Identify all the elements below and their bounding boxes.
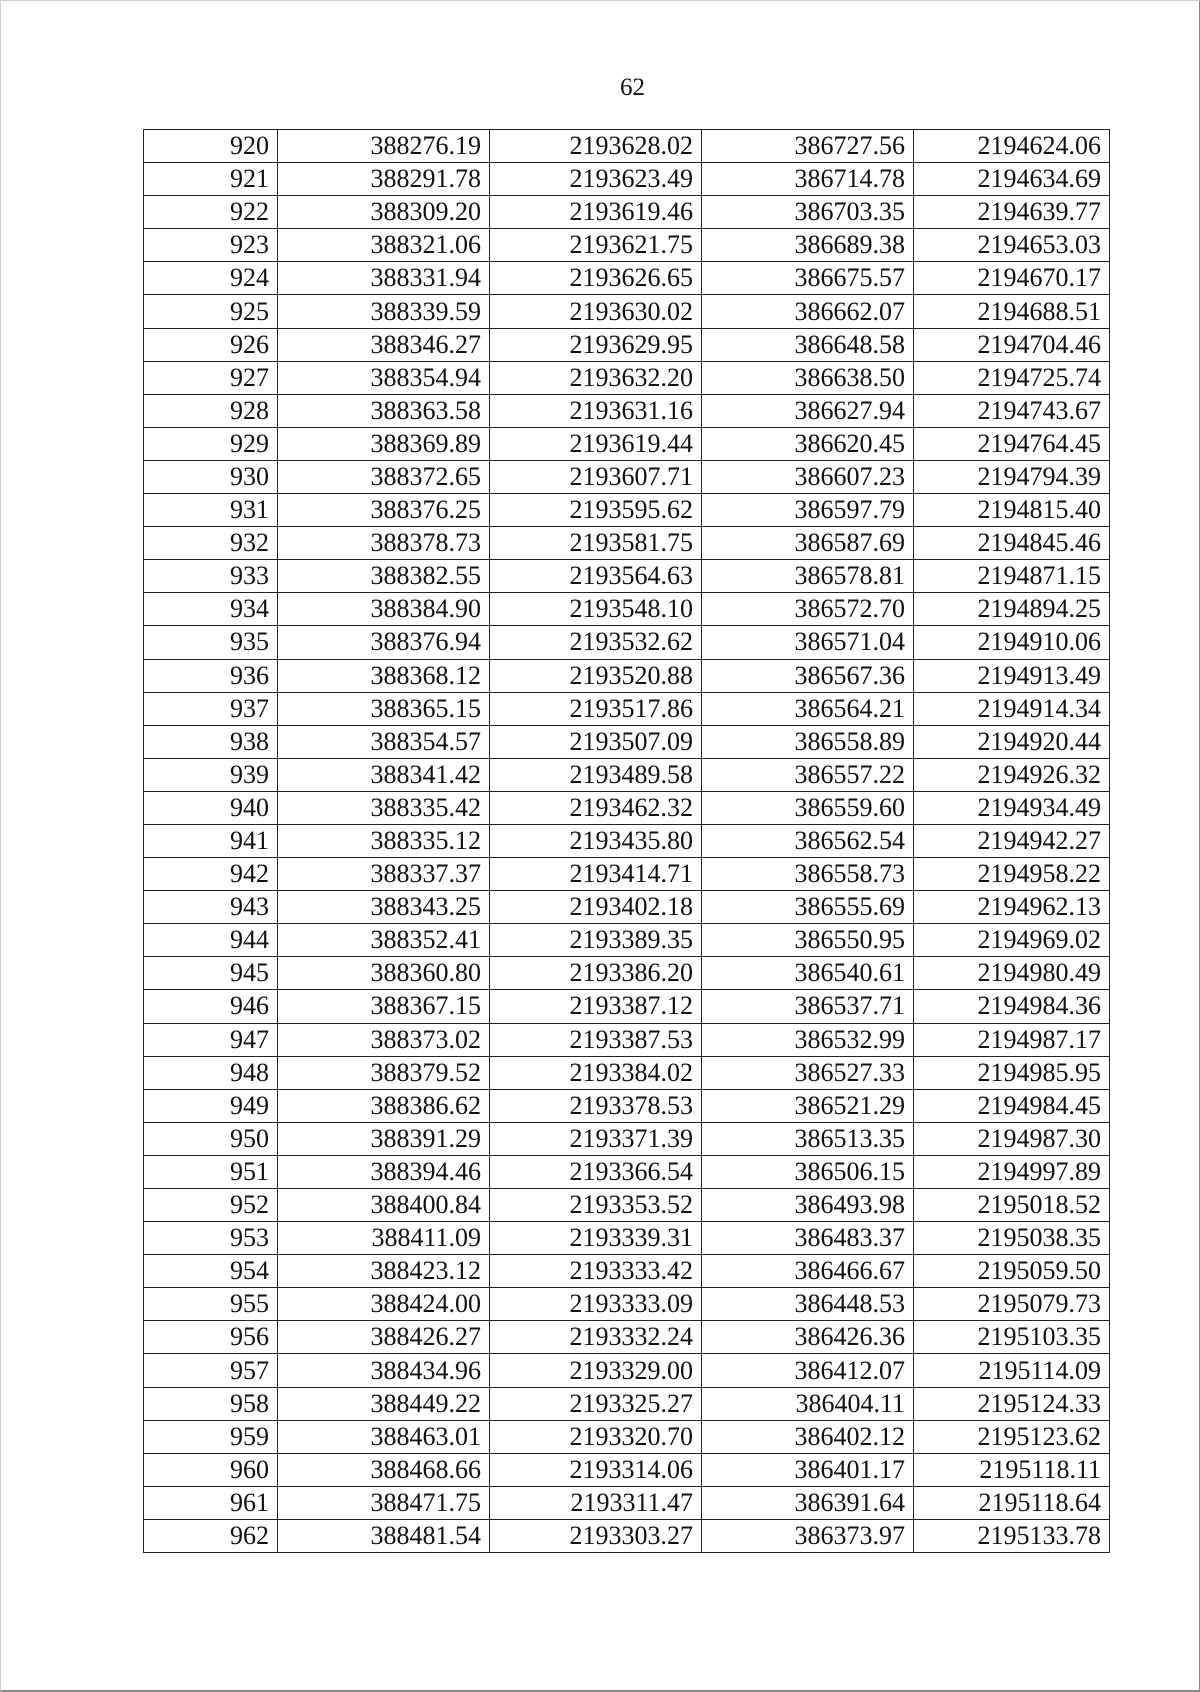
coordinate-cell: 388369.89 [278,427,490,460]
coordinate-cell: 2193353.52 [490,1189,702,1222]
coordinate-cell: 386689.38 [702,229,914,262]
coordinate-cell: 2193626.65 [490,262,702,295]
point-number-cell: 956 [144,1321,278,1354]
point-number-cell: 925 [144,295,278,328]
coordinate-cell: 388335.42 [278,791,490,824]
coordinate-cell: 388376.94 [278,626,490,659]
coordinate-cell: 2195079.73 [914,1288,1110,1321]
coordinate-cell: 388434.96 [278,1354,490,1387]
table-row [144,1387,1110,1420]
coordinate-cell: 2194980.49 [914,957,1110,990]
point-number-cell: 929 [144,427,278,460]
point-number-cell: 936 [144,659,278,692]
coordinate-cell: 2194910.06 [914,626,1110,659]
point-number-cell: 933 [144,560,278,593]
table-row [144,1519,1110,1552]
coordinate-cell: 2193387.12 [490,990,702,1023]
coordinate-cell: 2194653.03 [914,229,1110,262]
coordinate-cell: 2194969.02 [914,924,1110,957]
coordinate-cell: 386607.23 [702,460,914,493]
coordinate-cell: 388386.62 [278,1089,490,1122]
coordinate-cell: 386537.71 [702,990,914,1023]
point-number-cell: 921 [144,163,278,196]
coordinate-cell: 2194942.27 [914,824,1110,857]
coordinate-cell: 2193619.46 [490,196,702,229]
coordinate-cell: 388346.27 [278,328,490,361]
coordinate-cell: 388411.09 [278,1222,490,1255]
table-row [144,1122,1110,1155]
table-row [144,692,1110,725]
coordinate-cell: 388341.42 [278,758,490,791]
coordinate-cell: 2195103.35 [914,1321,1110,1354]
coordinate-cell: 386493.98 [702,1189,914,1222]
coordinate-cell: 2194987.30 [914,1122,1110,1155]
coordinate-cell: 386571.04 [702,626,914,659]
point-number-cell: 924 [144,262,278,295]
coordinate-cell: 386627.94 [702,394,914,427]
coordinate-cell: 2193564.63 [490,560,702,593]
coordinate-cell: 386559.60 [702,791,914,824]
coordinate-cell: 388384.90 [278,593,490,626]
point-number-cell: 928 [144,394,278,427]
coordinate-cell: 388400.84 [278,1189,490,1222]
coordinate-cell: 2193548.10 [490,593,702,626]
table-row [144,1321,1110,1354]
table-row [144,394,1110,427]
coordinate-cell: 2194794.39 [914,460,1110,493]
coordinate-cell: 2193507.09 [490,725,702,758]
coordinate-cell: 386562.54 [702,824,914,857]
coordinate-cell: 386555.69 [702,891,914,924]
coordinate-cell: 386578.81 [702,560,914,593]
coordinate-cell: 2193619.44 [490,427,702,460]
point-number-cell: 931 [144,494,278,527]
table-row [144,1420,1110,1453]
coordinate-cell: 386703.35 [702,196,914,229]
coordinate-cell: 2195114.09 [914,1354,1110,1387]
table-row [144,427,1110,460]
coordinate-cell: 2194894.25 [914,593,1110,626]
point-number-cell: 954 [144,1255,278,1288]
coordinate-cell: 388354.57 [278,725,490,758]
point-number-cell: 935 [144,626,278,659]
coordinate-cell: 2193607.71 [490,460,702,493]
table-row [144,1023,1110,1056]
coordinate-cell: 2195018.52 [914,1189,1110,1222]
coordinate-cell: 2193389.35 [490,924,702,957]
coordinate-cell: 2195059.50 [914,1255,1110,1288]
coordinate-cell: 386466.67 [702,1255,914,1288]
table-row [144,560,1110,593]
coordinate-cell: 2194985.95 [914,1056,1110,1089]
table-row [144,229,1110,262]
point-number-cell: 932 [144,527,278,560]
point-number-cell: 952 [144,1189,278,1222]
coordinate-cell: 2194764.45 [914,427,1110,460]
coordinate-cell: 388426.27 [278,1321,490,1354]
coordinate-cell: 386483.37 [702,1222,914,1255]
coordinate-cell: 2194962.13 [914,891,1110,924]
point-number-cell: 948 [144,1056,278,1089]
coordinate-cell: 2195118.64 [914,1486,1110,1519]
coordinate-cell: 2193311.47 [490,1486,702,1519]
table-row [144,758,1110,791]
coordinate-cell: 2194688.51 [914,295,1110,328]
coordinate-cell: 386727.56 [702,130,914,163]
table-row [144,262,1110,295]
coordinate-cell: 2193303.27 [490,1519,702,1552]
point-number-cell: 944 [144,924,278,957]
table-row [144,990,1110,1023]
coordinate-cell: 386391.64 [702,1486,914,1519]
table-row [144,593,1110,626]
coordinate-cell: 388321.06 [278,229,490,262]
table-row [144,924,1110,957]
coordinate-cell: 386513.35 [702,1122,914,1155]
table-row [144,1288,1110,1321]
coordinate-cell: 388376.25 [278,494,490,527]
point-number-cell: 946 [144,990,278,1023]
table-row [144,163,1110,196]
coordinate-cell: 388424.00 [278,1288,490,1321]
coordinate-cell: 386412.07 [702,1354,914,1387]
coordinate-cell: 2193632.20 [490,361,702,394]
coordinate-cell: 2193366.54 [490,1155,702,1188]
coordinate-cell: 2193581.75 [490,527,702,560]
coordinate-cell: 386587.69 [702,527,914,560]
coordinate-cell: 2193623.49 [490,163,702,196]
point-number-cell: 939 [144,758,278,791]
point-number-cell: 960 [144,1453,278,1486]
table-row [144,1089,1110,1122]
point-number-cell: 958 [144,1387,278,1420]
point-number-cell: 943 [144,891,278,924]
coordinate-cell: 2194913.49 [914,659,1110,692]
coordinate-cell: 2193435.80 [490,824,702,857]
coordinate-cell: 2193387.53 [490,1023,702,1056]
point-number-cell: 949 [144,1089,278,1122]
coordinate-cell: 388343.25 [278,891,490,924]
coordinate-cell: 2193595.62 [490,494,702,527]
point-number-cell: 926 [144,328,278,361]
coordinate-cell: 2193371.39 [490,1122,702,1155]
coordinate-cell: 2193629.95 [490,328,702,361]
coordinate-cell: 2193621.75 [490,229,702,262]
page-number: 62 [620,74,645,101]
coordinate-cell: 2193402.18 [490,891,702,924]
table-row [144,824,1110,857]
coordinate-cell: 2193329.00 [490,1354,702,1387]
coordinate-cell: 2194920.44 [914,725,1110,758]
point-number-cell: 940 [144,791,278,824]
coordinate-cell: 2193386.20 [490,957,702,990]
coordinate-cell: 388368.12 [278,659,490,692]
coordinate-cell: 2193517.86 [490,692,702,725]
coordinate-cell: 2195038.35 [914,1222,1110,1255]
table-row [144,196,1110,229]
coordinates-table [143,129,1110,1553]
coordinate-cell: 388394.46 [278,1155,490,1188]
coordinate-cell: 2194934.49 [914,791,1110,824]
coordinate-cell: 386558.89 [702,725,914,758]
coordinate-cell: 2193628.02 [490,130,702,163]
coordinate-cell: 386401.17 [702,1453,914,1486]
coordinate-cell: 388391.29 [278,1122,490,1155]
coordinate-cell: 388373.02 [278,1023,490,1056]
coordinate-cell: 2194634.69 [914,163,1110,196]
coordinate-cell: 388276.19 [278,130,490,163]
coordinate-cell: 386402.12 [702,1420,914,1453]
coordinate-cell: 2194984.36 [914,990,1110,1023]
coordinate-cell: 388335.12 [278,824,490,857]
coordinate-cell: 2194725.74 [914,361,1110,394]
coordinate-cell: 386521.29 [702,1089,914,1122]
coordinate-cell: 2194987.17 [914,1023,1110,1056]
table-row [144,957,1110,990]
coordinate-cell: 388360.80 [278,957,490,990]
coordinate-cell: 388337.37 [278,858,490,891]
coordinate-cell: 2193384.02 [490,1056,702,1089]
coordinate-cell: 388354.94 [278,361,490,394]
coordinate-cell: 2193520.88 [490,659,702,692]
coordinate-cell: 388468.66 [278,1453,490,1486]
coordinate-cell: 2193532.62 [490,626,702,659]
coordinate-cell: 386527.33 [702,1056,914,1089]
table-row [144,626,1110,659]
point-number-cell: 937 [144,692,278,725]
table-body [144,130,1110,1553]
point-number-cell: 951 [144,1155,278,1188]
table-row [144,1255,1110,1288]
coordinate-cell: 388481.54 [278,1519,490,1552]
coordinate-cell: 386662.07 [702,295,914,328]
table-row [144,295,1110,328]
coordinate-cell: 386540.61 [702,957,914,990]
coordinate-cell: 388449.22 [278,1387,490,1420]
table-row [144,1222,1110,1255]
coordinate-cell: 386714.78 [702,163,914,196]
table-row [144,858,1110,891]
coordinate-cell: 2194743.67 [914,394,1110,427]
coordinate-cell: 388291.78 [278,163,490,196]
coordinate-cell: 388339.59 [278,295,490,328]
table-row [144,130,1110,163]
coordinate-cell: 386448.53 [702,1288,914,1321]
point-number-cell: 942 [144,858,278,891]
table-row [144,1056,1110,1089]
coordinate-cell: 388382.55 [278,560,490,593]
coordinate-cell: 2193333.42 [490,1255,702,1288]
coordinate-cell: 2193462.32 [490,791,702,824]
point-number-cell: 945 [144,957,278,990]
point-number-cell: 930 [144,460,278,493]
coordinate-cell: 2194871.15 [914,560,1110,593]
coordinate-cell: 2193339.31 [490,1222,702,1255]
coordinate-cell: 386638.50 [702,361,914,394]
coordinate-cell: 2194624.06 [914,130,1110,163]
coordinate-cell: 386564.21 [702,692,914,725]
coordinate-cell: 2194984.45 [914,1089,1110,1122]
coordinate-cell: 2193332.24 [490,1321,702,1354]
coordinate-cell: 2194958.22 [914,858,1110,891]
coordinate-cell: 2195123.62 [914,1420,1110,1453]
coordinate-cell: 388463.01 [278,1420,490,1453]
table-row [144,725,1110,758]
coordinate-cell: 2193320.70 [490,1420,702,1453]
point-number-cell: 961 [144,1486,278,1519]
point-number-cell: 922 [144,196,278,229]
coordinate-cell: 386648.58 [702,328,914,361]
coordinate-cell: 2194926.32 [914,758,1110,791]
table-row [144,328,1110,361]
coordinate-cell: 2193325.27 [490,1387,702,1420]
coordinate-cell: 388372.65 [278,460,490,493]
point-number-cell: 953 [144,1222,278,1255]
coordinate-cell: 2194845.46 [914,527,1110,560]
coordinate-cell: 386557.22 [702,758,914,791]
coordinate-cell: 386597.79 [702,494,914,527]
table-row [144,1453,1110,1486]
coordinate-cell: 386550.95 [702,924,914,957]
table-row [144,1354,1110,1387]
point-number-cell: 962 [144,1519,278,1552]
coordinate-cell: 2193314.06 [490,1453,702,1486]
coordinate-cell: 2193414.71 [490,858,702,891]
table-row [144,659,1110,692]
coordinate-cell: 2193489.58 [490,758,702,791]
coordinate-cell: 388352.41 [278,924,490,957]
point-number-cell: 959 [144,1420,278,1453]
coordinate-cell: 388379.52 [278,1056,490,1089]
point-number-cell: 955 [144,1288,278,1321]
table-row [144,494,1110,527]
coordinate-cell: 2194704.46 [914,328,1110,361]
coordinate-cell: 386532.99 [702,1023,914,1056]
coordinate-cell: 388378.73 [278,527,490,560]
table-row [144,460,1110,493]
coordinate-cell: 2193378.53 [490,1089,702,1122]
coordinate-cell: 2195118.11 [914,1453,1110,1486]
point-number-cell: 923 [144,229,278,262]
coordinate-cell: 386426.36 [702,1321,914,1354]
point-number-cell: 957 [144,1354,278,1387]
point-number-cell: 927 [144,361,278,394]
coordinate-cell: 386506.15 [702,1155,914,1188]
point-number-cell: 934 [144,593,278,626]
coordinate-cell: 2193333.09 [490,1288,702,1321]
coordinate-cell: 388331.94 [278,262,490,295]
point-number-cell: 938 [144,725,278,758]
coordinate-cell: 386567.36 [702,659,914,692]
coordinate-cell: 386558.73 [702,858,914,891]
coordinate-cell: 386373.97 [702,1519,914,1552]
coordinate-cell: 2193631.16 [490,394,702,427]
coordinate-cell: 386404.11 [702,1387,914,1420]
coordinate-cell: 388309.20 [278,196,490,229]
point-number-cell: 950 [144,1122,278,1155]
table-row [144,1486,1110,1519]
point-number-cell: 941 [144,824,278,857]
table-row [144,891,1110,924]
coordinate-cell: 388365.15 [278,692,490,725]
coordinate-cell: 2195133.78 [914,1519,1110,1552]
table-row [144,791,1110,824]
coordinate-cell: 2194815.40 [914,494,1110,527]
coordinate-cell: 2194914.34 [914,692,1110,725]
table-row [144,527,1110,560]
coordinate-cell: 386675.57 [702,262,914,295]
coordinate-cell: 2193630.02 [490,295,702,328]
coordinate-cell: 388423.12 [278,1255,490,1288]
coordinate-cell: 386572.70 [702,593,914,626]
coordinate-cell: 2194639.77 [914,196,1110,229]
point-number-cell: 920 [144,130,278,163]
coordinate-cell: 388363.58 [278,394,490,427]
table-row [144,1189,1110,1222]
coordinate-cell: 2194670.17 [914,262,1110,295]
table-row [144,361,1110,394]
table-row [144,1155,1110,1188]
coordinate-cell: 2194997.89 [914,1155,1110,1188]
coordinate-cell: 388471.75 [278,1486,490,1519]
coordinate-cell: 2195124.33 [914,1387,1110,1420]
coordinate-cell: 388367.15 [278,990,490,1023]
coordinate-cell: 386620.45 [702,427,914,460]
point-number-cell: 947 [144,1023,278,1056]
